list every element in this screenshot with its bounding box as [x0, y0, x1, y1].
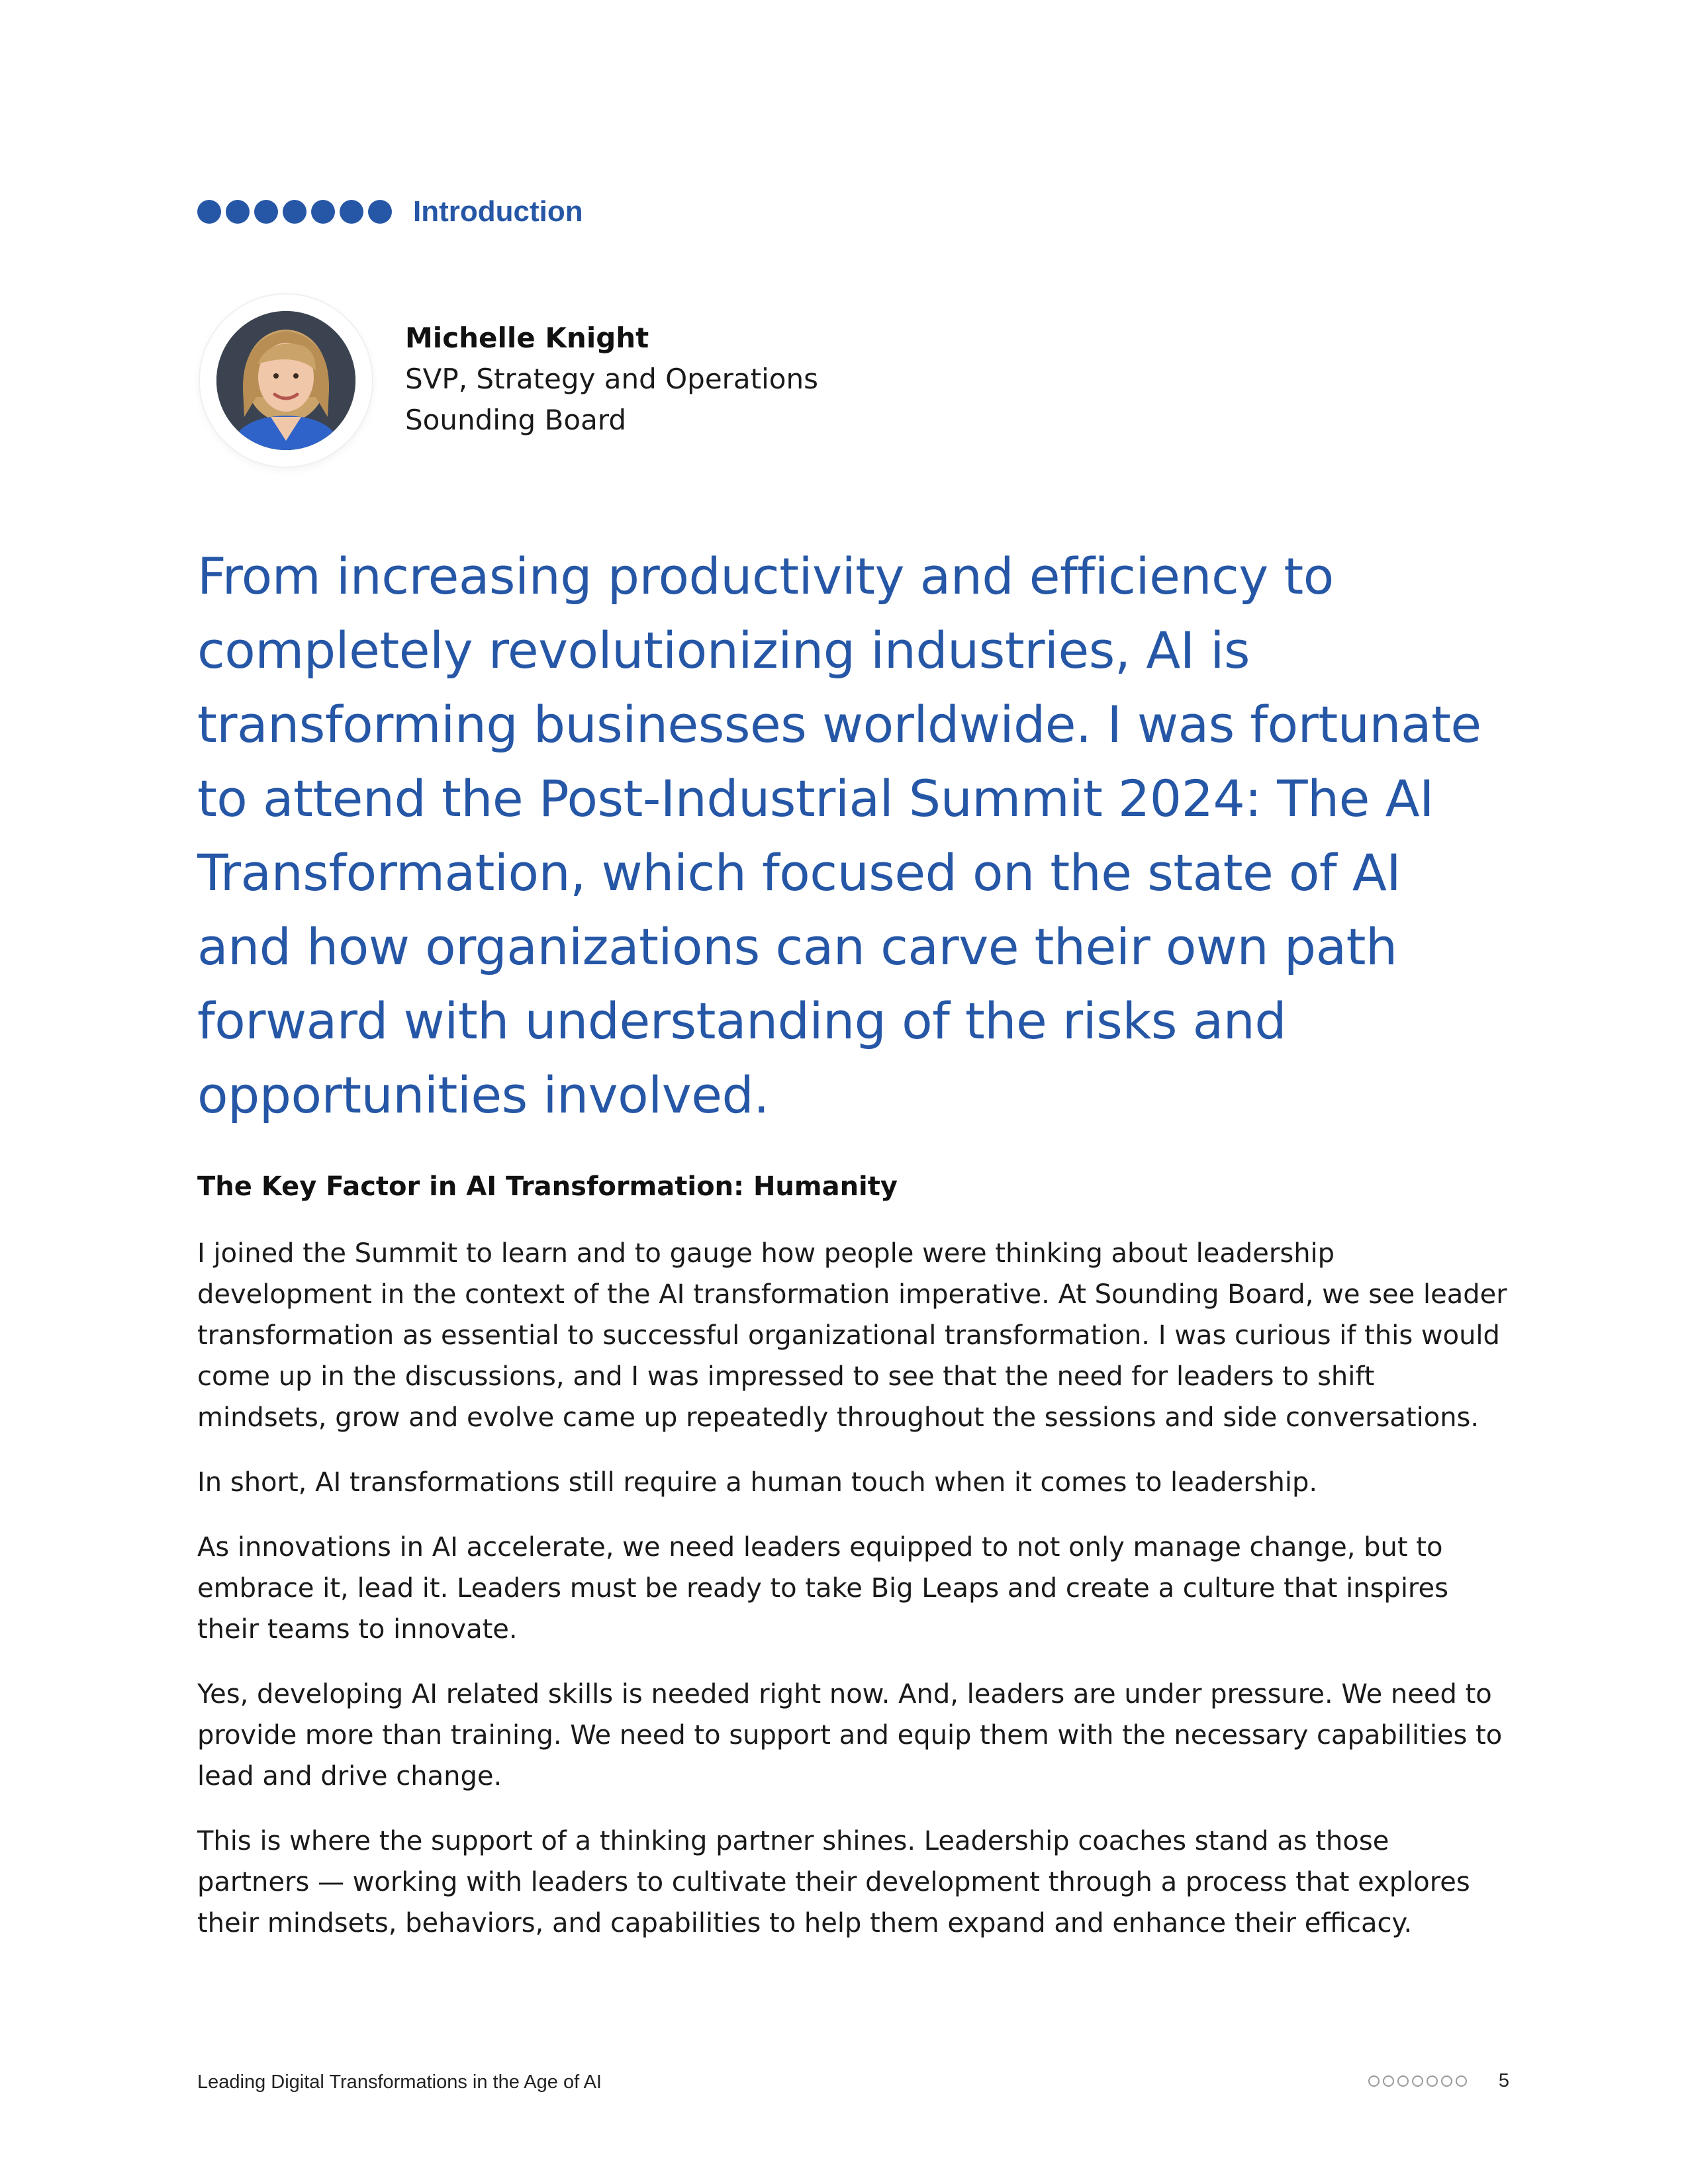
- progress-dot: [340, 200, 363, 224]
- article-paragraph: I joined the Summit to learn and to gauge how people were thinking about leadership development in the context of the AI transformation imperative. At Sounding Board, we see leader transformation as essential to successful organizational transformation. I was curious if this would come up in the discussions, and I was impressed to see that the need for leaders to shift mindsets, grow and evolve came up repeatedly throughout the sessions and side conversations.: [197, 1238, 1507, 1433]
- article-paragraph: As innovations in AI accelerate, we need leaders equipped to not only manage change, but to embrace it, lead it. Leaders must be ready to take Big Leaps and create a culture that inspires their teams to innovate.: [197, 1532, 1448, 1645]
- author-company: Sounding Board: [405, 404, 626, 436]
- article-paragraph: Yes, developing AI related skills is needed right now. And, leaders are under pressure. We need to provide more than training. We need to support and equip them with the necessary capabilities to lead and drive change.: [197, 1679, 1503, 1792]
- page-number: 5: [1498, 2070, 1509, 2091]
- author-name: Michelle Knight: [405, 322, 649, 354]
- progress-dot: [311, 200, 335, 224]
- article-paragraph: In short, AI transformations still require a human touch when it comes to leadership.: [197, 1467, 1318, 1498]
- section-title: Introduction: [413, 195, 583, 228]
- article-subheading: The Key Factor in AI Transformation: Humanity: [197, 1171, 898, 1202]
- pull-quote: From increasing productivity and efficiency to completely revolutionizing industries, AI is transforming businesses worldwide. I was fortunate to attend the Post-Industrial Summit 2024: The AI Transformation, which focused on the state of AI and how organizations can carve their own path forward with understanding of the risks and opportunities involved.: [197, 547, 1481, 1124]
- author-details: [405, 318, 818, 441]
- footer-progress-dots: [1368, 2075, 1467, 2087]
- footer-dot: [1397, 2075, 1409, 2087]
- author-title: SVP, Strategy and Operations: [405, 363, 818, 395]
- footer-dot: [1456, 2075, 1467, 2087]
- avatar-frame: [200, 295, 372, 467]
- article-paragraph: This is where the support of a thinking partner shines. Leadership coaches stand as those partners — working with leaders to cultivate their development through a process that explores their mindsets, behaviors, and capabilities to help them expand and enhance their efficacy.: [197, 1826, 1470, 1938]
- progress-dot: [226, 200, 250, 224]
- footer-dot: [1441, 2075, 1452, 2087]
- footer-pagination: [1368, 2070, 1509, 2092]
- section-progress-dots: [197, 200, 392, 224]
- author-block: [200, 295, 818, 467]
- author-portrait-icon: [216, 311, 355, 450]
- progress-dot: [283, 200, 306, 224]
- footer-dot: [1383, 2075, 1394, 2087]
- section-header: [197, 192, 583, 232]
- article-body: [197, 1168, 1508, 1968]
- progress-dot: [254, 200, 278, 224]
- avatar: [216, 311, 355, 450]
- footer-dot: [1427, 2075, 1438, 2087]
- progress-dot: [368, 200, 392, 224]
- footer-dot: [1368, 2075, 1380, 2087]
- footer-dot: [1412, 2075, 1423, 2087]
- footer-document-title: Leading Digital Transformations in the Age of AI: [197, 2071, 602, 2093]
- progress-dot: [197, 200, 221, 224]
